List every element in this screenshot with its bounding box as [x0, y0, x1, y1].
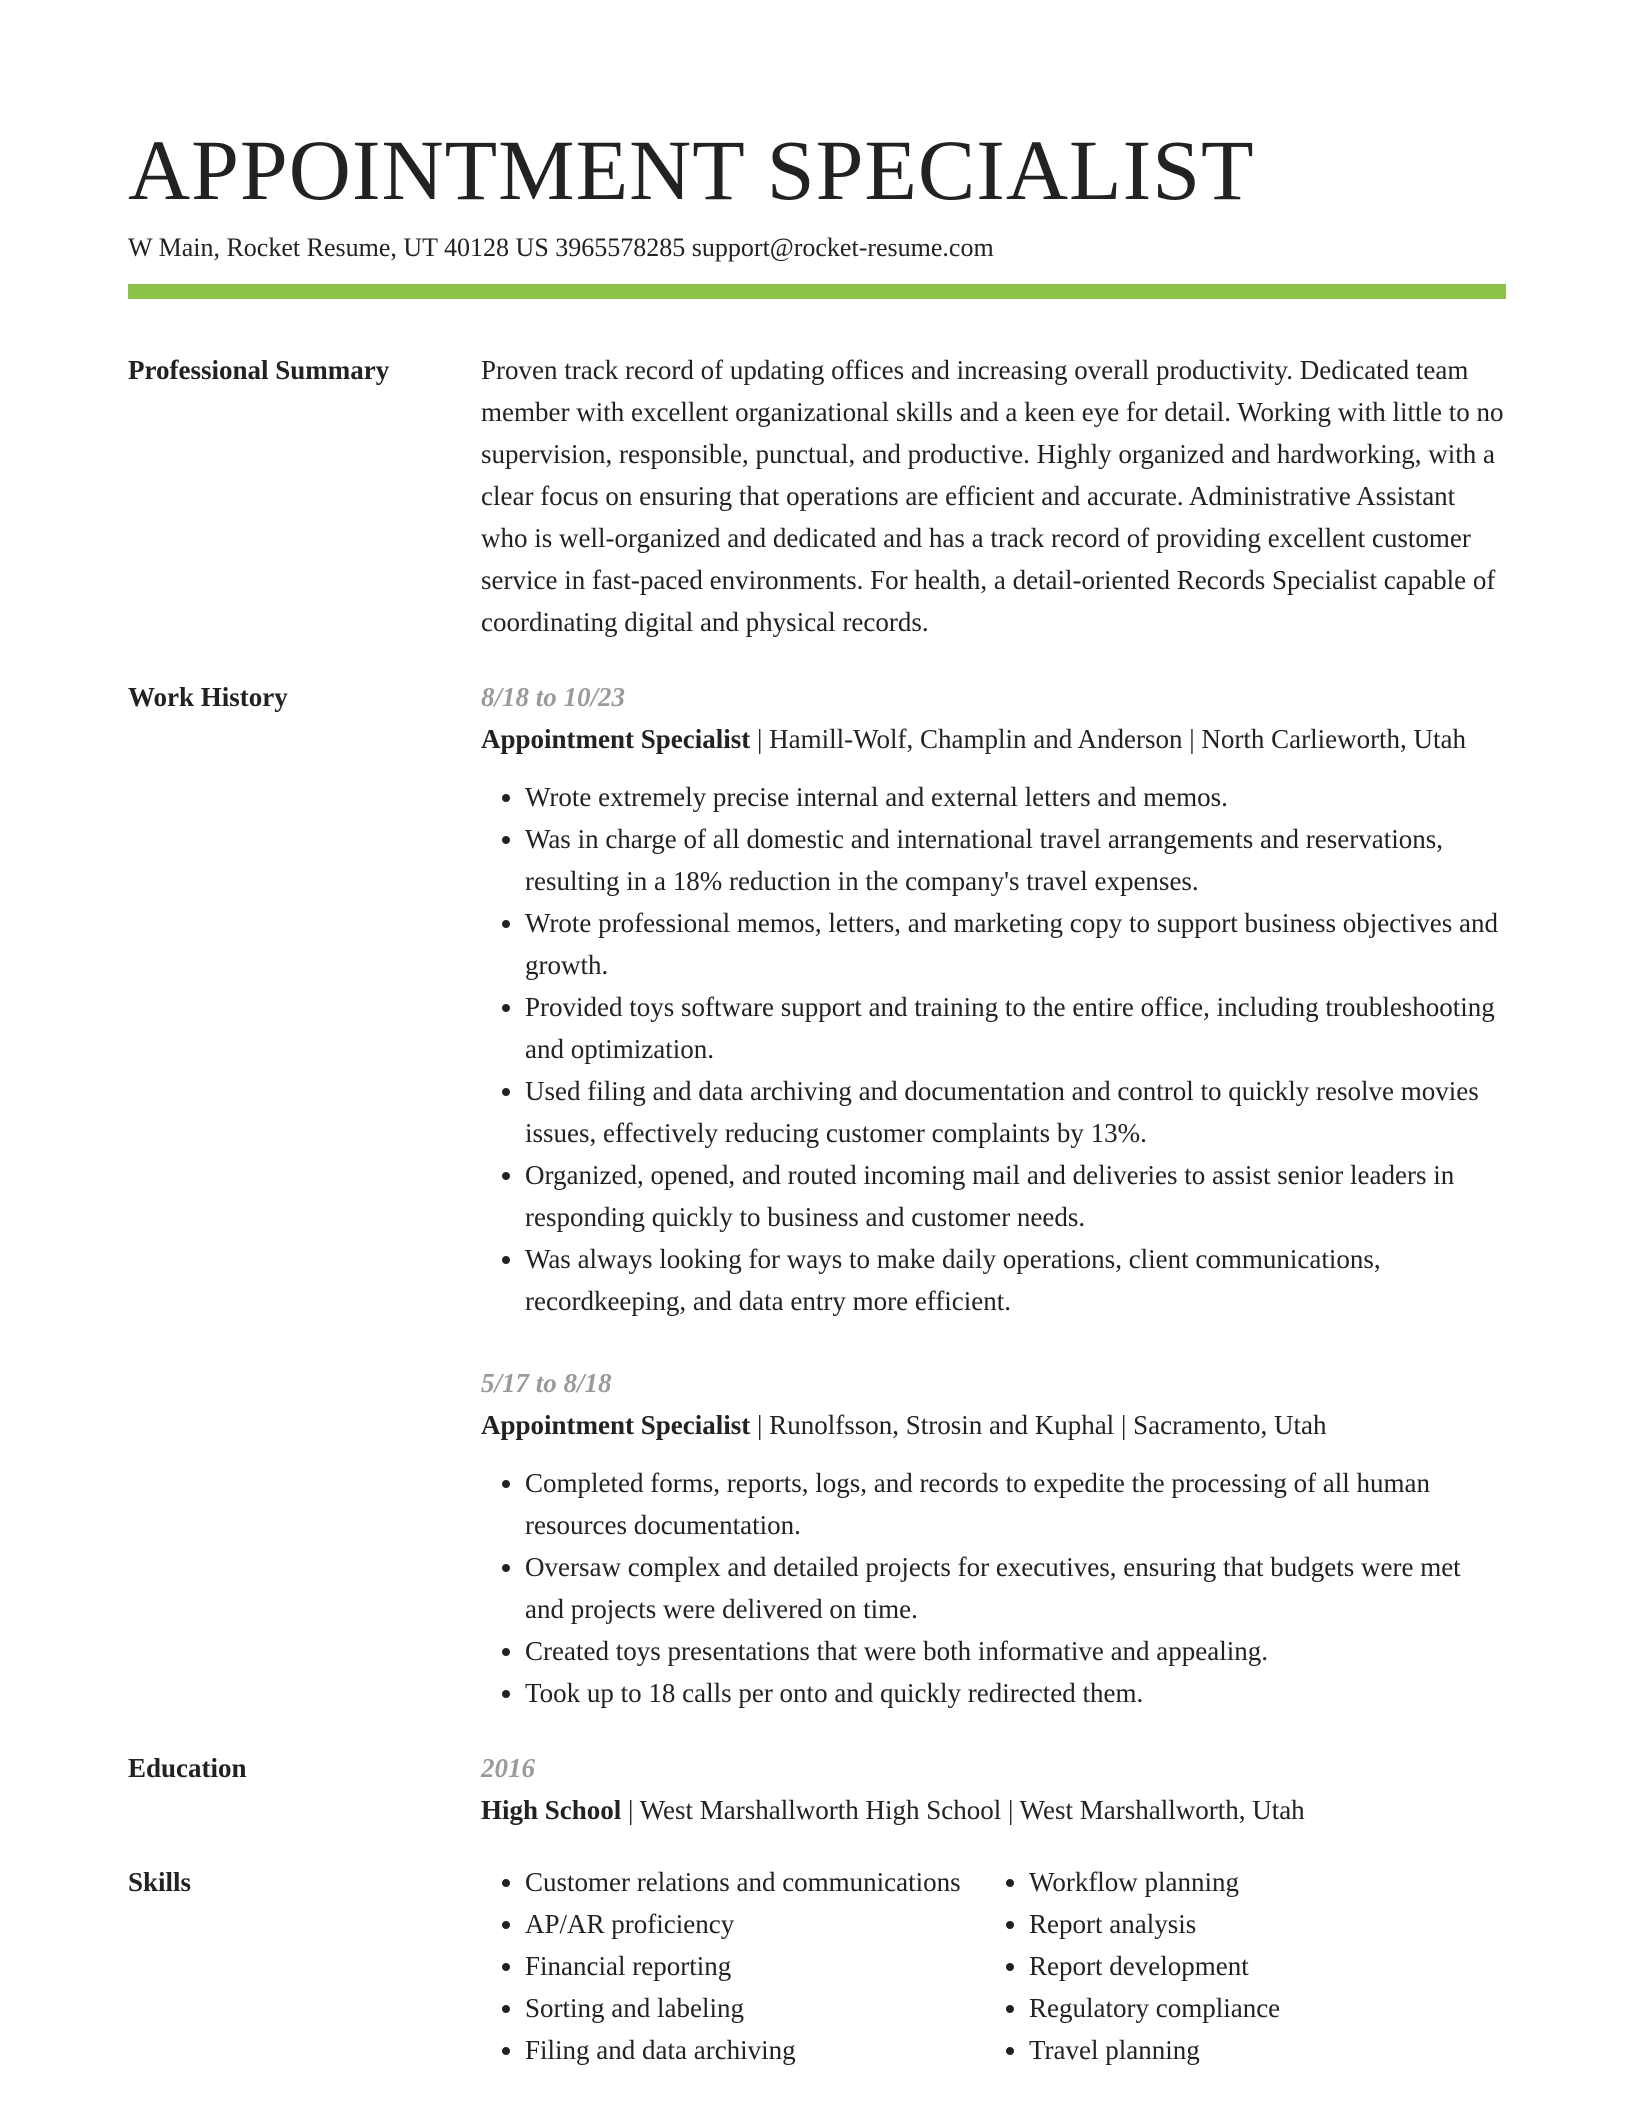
contact-line: W Main, Rocket Resume, UT 40128 US 3965578285 support@rocket-resume.com: [128, 233, 994, 262]
job-bullets: [481, 1462, 1506, 1714]
skill-item: • Travel planning: [1029, 2029, 1280, 2071]
bullet-item: • Created toys presentations that were both informative and appealing.: [525, 1630, 1506, 1672]
education-section: [128, 1747, 1506, 1831]
bullet-item: • Oversaw complex and detailed projects for executives, ensuring that budgets were met and projects were delivered on time.: [525, 1546, 1506, 1630]
job-title: Appointment Specialist: [481, 1410, 751, 1440]
section-heading: Professional Summary: [128, 355, 390, 385]
resume-page: [128, 118, 1506, 2071]
work-history-body: [481, 676, 1506, 1714]
job-details: | Hamill-Wolf, Champlin and Anderson | North Carlieworth, Utah: [750, 724, 1467, 754]
bullet-item: • Took up to 18 calls per onto and quickly redirected them.: [525, 1672, 1506, 1714]
bullet-item: • Was in charge of all domestic and international travel arrangements and reservations, resulting in a 18% reduction in the company's travel expenses.: [525, 818, 1506, 902]
bullet-item: • Wrote extremely precise internal and external letters and memos.: [525, 776, 1506, 818]
education-body: [481, 1747, 1506, 1831]
skill-item: • Report development: [1029, 1945, 1280, 1987]
skill-item: • Sorting and labeling: [525, 1987, 985, 2029]
skills-column-2: [985, 1861, 1280, 2071]
education-year: 2016: [481, 1753, 535, 1783]
summary-text: Proven track record of updating offices and increasing overall productivity. Dedicated team member with excellent organizational skills and a keen eye for detail. Working with little to no supervision, responsible, punctual, and productive. Highly organized and hardworking, with a clear focus on ensuring that operations are efficient and accurate. Administrative Assistant who is well-organized and dedicated and has a track record of providing excellent customer service in fast-paced environments. For health, a detail-oriented Records Specialist capable of coordinating digital and physical records.: [481, 355, 1504, 637]
bullet-item: • Organized, opened, and routed incoming mail and deliveries to assist senior leaders in responding quickly to business and customer needs.: [525, 1154, 1506, 1238]
section-heading: Skills: [128, 1867, 192, 1897]
job-heading: [481, 718, 1506, 760]
bullet-item: • Wrote professional memos, letters, and marketing copy to support business objectives and growth.: [525, 902, 1506, 986]
education-details: | West Marshallworth High School | West Marshallworth, Utah: [621, 1795, 1305, 1825]
accent-divider: [128, 284, 1506, 299]
skill-item: • Filing and data archiving: [525, 2029, 985, 2071]
section-heading: Work History: [128, 682, 288, 712]
skill-item: • Report analysis: [1029, 1903, 1280, 1945]
job-heading: [481, 1404, 1506, 1446]
job-title: Appointment Specialist: [481, 724, 751, 754]
degree: High School: [481, 1795, 622, 1825]
job-entry: [481, 676, 1506, 1322]
section-heading: Education: [128, 1753, 247, 1783]
skills-column-1: [481, 1861, 985, 2071]
skill-item: • AP/AR proficiency: [525, 1903, 985, 1945]
skills-body: [481, 1861, 1506, 2071]
job-dates: 8/18 to 10/23: [481, 682, 626, 712]
bullet-item: • Provided toys software support and training to the entire office, including troubleshooting and optimization.: [525, 986, 1506, 1070]
skill-item: • Financial reporting: [525, 1945, 985, 1987]
job-bullets: [481, 776, 1506, 1322]
bullet-item: • Completed forms, reports, logs, and records to expedite the processing of all human resources documentation.: [525, 1462, 1506, 1546]
job-dates: 5/17 to 8/18: [481, 1368, 612, 1398]
skill-item: • Customer relations and communications: [525, 1861, 985, 1903]
resume-name: APPOINTMENT SPECIALIST: [128, 122, 1255, 218]
job-entry: [481, 1362, 1506, 1714]
job-details: | Runolfsson, Strosin and Kuphal | Sacramento, Utah: [750, 1410, 1327, 1440]
bullet-item: • Used filing and data archiving and documentation and control to quickly resolve movies issues, effectively reducing customer complaints by 13%.: [525, 1070, 1506, 1154]
professional-summary-section: [128, 349, 1506, 643]
bullet-item: • Was always looking for ways to make daily operations, client communications, recordkeeping, and data entry more efficient.: [525, 1238, 1506, 1322]
work-history-section: [128, 676, 1506, 1714]
skill-item: • Workflow planning: [1029, 1861, 1280, 1903]
education-heading: [481, 1789, 1506, 1831]
skills-section: [128, 1861, 1506, 2071]
skill-item: • Regulatory compliance: [1029, 1987, 1280, 2029]
